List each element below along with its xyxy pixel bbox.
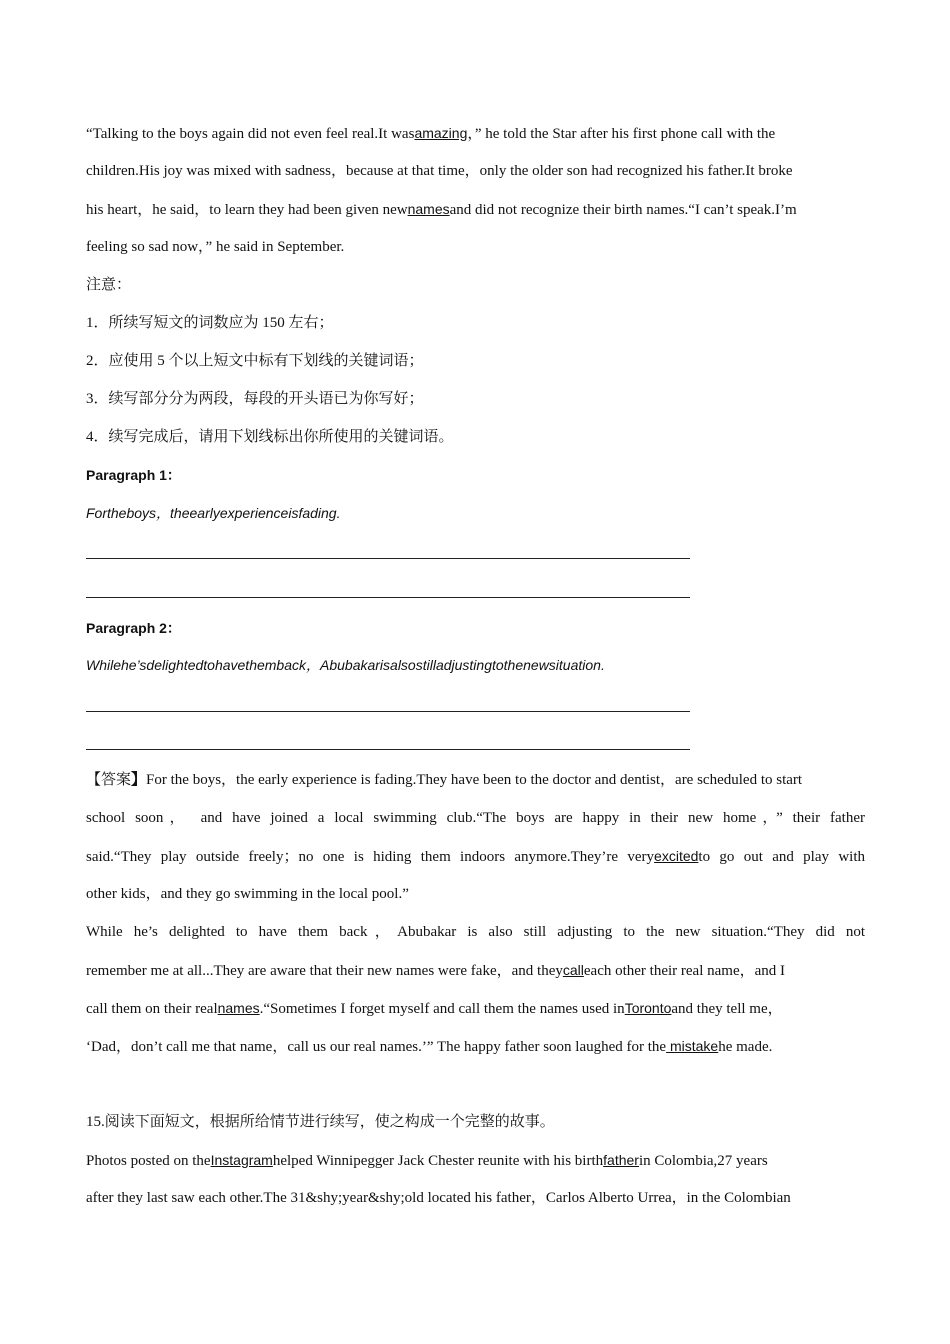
keyword-amazing: amazing: [414, 125, 468, 141]
answer-line-3: said.“They play outside freely；no one is hiding them indoors anymore.They’re veryexcitedto go out and play with: [86, 848, 865, 865]
keyword-mistake: mistake: [666, 1038, 719, 1054]
keyword-names: names: [407, 201, 450, 217]
story-line-1: “Talking to the boys again did not even feel real.It wasamazing，” he told the Star after his first phone call with the: [86, 125, 776, 142]
answer-line-8: ‘Dad，don’t call me that name，call us our real names.’” The happy father soon laughed for the mistakehe made.: [86, 1038, 773, 1055]
writing-line: [86, 711, 690, 712]
answer-line-5: While he’s delighted to have them back，Abubakar is also still adjusting to the new situation.“They did not: [86, 924, 865, 940]
keyword-father: father: [603, 1152, 639, 1168]
paragraph-2-label: Paragraph 2：: [86, 620, 181, 636]
paragraph-1-label: Paragraph 1：: [86, 467, 181, 483]
story-line-2: children.His joy was mixed with sadness，because at that time，only the older son had recognized his father.It broke: [86, 163, 793, 179]
answer-line-7: call them on their realnames.“Sometimes I forget myself and call them the names used inTorontoand they tell me，: [86, 1000, 783, 1017]
writing-line: [86, 558, 690, 559]
question-15-instruction: 15.阅读下面短文，根据所给情节进行续写，使之构成一个完整的故事。: [86, 1114, 555, 1130]
answer-line-2: school soon， and have joined a local swimming club.“The boys are happy in their new home，” their father: [86, 810, 865, 826]
note-item-1: 1．所续写短文的词数应为 150 左右；: [86, 315, 334, 331]
keyword-call: call: [562, 962, 584, 978]
writing-line: [86, 749, 690, 750]
question-15-line-1: Photos posted on theInstagramhelped Winnipegger Jack Chester reunite with his birthfatherin Colombia,27 years: [86, 1152, 768, 1169]
keyword-names: names: [217, 1000, 260, 1016]
note-item-4: 4．续写完成后，请用下划线标出你所使用的关键词语。: [86, 429, 454, 445]
answer-line-4: other kids，and they go swimming in the local pool.”: [86, 886, 409, 902]
keyword-instagram: Instagram: [210, 1152, 273, 1168]
paragraph-2-opening: Whilehe’sdelightedtohavethemback，Abubakarisalsostilladjustingtothenewsituation.: [86, 657, 605, 673]
notes-heading: 注意：: [86, 277, 132, 293]
question-15-line-2: after they last saw each other.The 31&shy;year&shy;old located his father，Carlos Alberto Urrea，in the Colombian: [86, 1190, 791, 1206]
paragraph-1-opening: Fortheboys，theearlyexperienceisfading.: [86, 505, 341, 521]
story-line-4: feeling so sad now，” he said in September.: [86, 239, 345, 255]
note-item-2: 2．应使用 5 个以上短文中标有下划线的关键词语；: [86, 353, 424, 369]
keyword-excited: excited: [654, 848, 699, 864]
story-line-3: his heart，he said，to learn they had been given newnamesand did not recognize their birth names.“I can’t speak.I’m: [86, 201, 797, 218]
answer-line-6: remember me at all...They are aware that their new names were fake，and theycalleach other their real name，and I: [86, 962, 786, 979]
note-item-3: 3．续写部分分为两段，每段的开头语已为你写好；: [86, 391, 424, 407]
writing-line: [86, 597, 690, 598]
answer-tag: 【答案】: [86, 772, 147, 788]
answer-line-1: 【答案】For the boys，the early experience is fading.They have been to the doctor and dentist，are scheduled to start: [86, 772, 803, 788]
keyword-toronto: Toronto: [624, 1000, 672, 1016]
